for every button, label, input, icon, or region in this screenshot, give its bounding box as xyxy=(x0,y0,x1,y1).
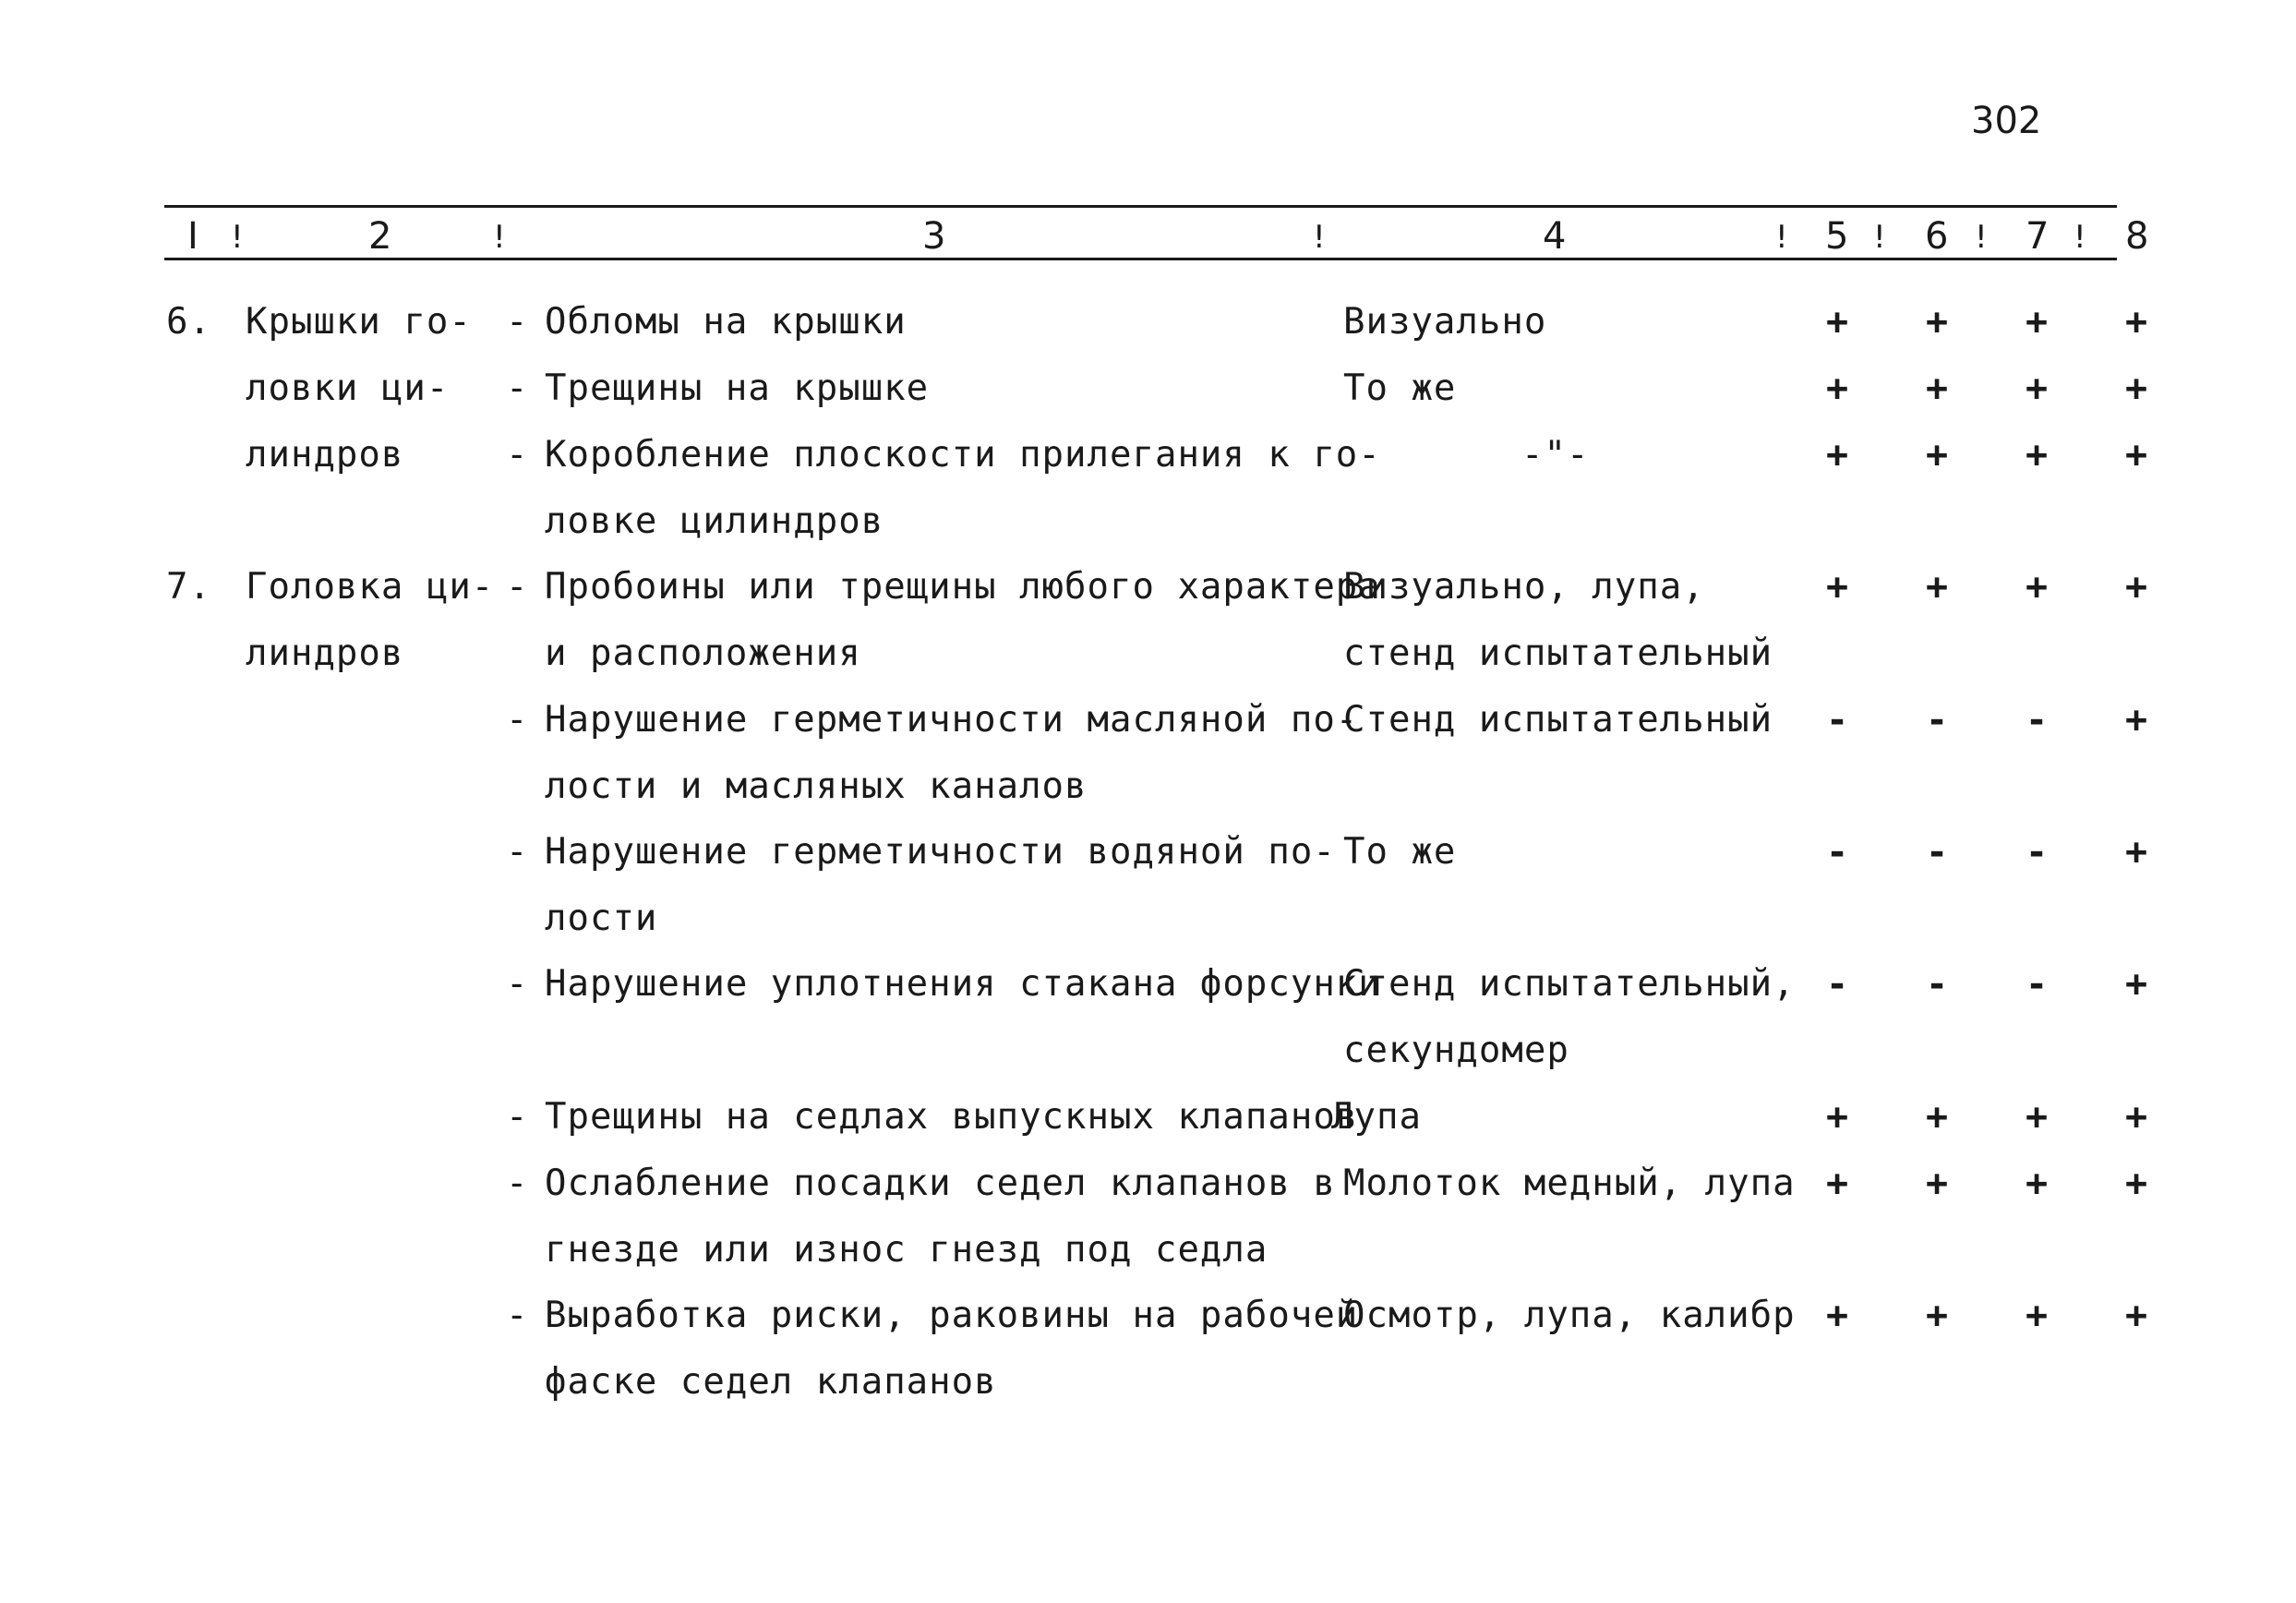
list-dash: - xyxy=(506,831,529,873)
mark-col-8: + xyxy=(2125,699,2148,741)
defect-text: Трещины на седлах выпускных клапанов xyxy=(545,1096,1359,1138)
mark-col-7: + xyxy=(2026,1163,2049,1205)
col-header-6: 6 xyxy=(1925,215,1949,258)
defect-text: лости и масляных каналов xyxy=(545,765,1088,807)
mark-col-6: + xyxy=(1926,566,1949,609)
method-text: Стенд испытательный, xyxy=(1343,963,1796,1005)
method-text: Осмотр, лупа, калибр xyxy=(1343,1295,1796,1336)
col-header-3: 3 xyxy=(922,215,946,258)
mark-col-8: + xyxy=(2125,368,2148,410)
mark-col-6: - xyxy=(1926,699,1949,741)
col-separator: ! xyxy=(231,219,244,256)
mark-col-5: + xyxy=(1826,368,1849,410)
list-dash: - xyxy=(506,368,529,409)
defect-text: Трещины на крышке xyxy=(545,368,930,409)
mark-col-5: + xyxy=(1826,1163,1849,1205)
mark-col-5: + xyxy=(1826,434,1849,476)
col-separator: ! xyxy=(1775,219,1788,256)
mark-col-7: - xyxy=(2026,699,2049,741)
mark-col-5: + xyxy=(1826,1096,1849,1139)
defect-text: Нарушение уплотнения стакана форсунки xyxy=(545,963,1381,1005)
defect-text: Коробление плоскости прилегания к го- xyxy=(545,434,1381,476)
mark-col-8: + xyxy=(2125,301,2148,344)
mark-col-6: + xyxy=(1926,1163,1949,1205)
defect-text: Нарушение герметичности масляной по- xyxy=(545,699,1359,741)
method-text: Молоток медный, лупа xyxy=(1343,1163,1796,1204)
mark-col-8: + xyxy=(2125,1096,2148,1139)
method-text: Визуально xyxy=(1343,301,1547,343)
mark-col-8: + xyxy=(2125,566,2148,609)
defect-text: гнезде или износ гнезд под седла xyxy=(545,1229,1268,1271)
defect-text: Обломы на крышки xyxy=(545,301,907,343)
mark-col-5: - xyxy=(1826,699,1849,741)
page-number: 302 xyxy=(1971,100,2042,142)
col-header-5: 5 xyxy=(1825,215,1849,258)
method-text: То же xyxy=(1343,368,1457,409)
row-number: 6. xyxy=(166,301,211,343)
defect-text: Ослабление посадки седел клапанов в xyxy=(545,1163,1336,1204)
col-separator: ! xyxy=(1975,219,1988,256)
method-text: Визуально, лупа, xyxy=(1343,566,1705,608)
part-name-line: ловки ци- xyxy=(246,368,450,409)
col-separator: ! xyxy=(2074,219,2086,256)
mark-col-6: - xyxy=(1926,963,1949,1006)
mark-col-5: + xyxy=(1826,566,1849,609)
mark-col-7: + xyxy=(2026,301,2049,344)
part-name-line: Крышки го- xyxy=(246,301,472,343)
mark-col-5: - xyxy=(1826,831,1849,874)
method-text: -"- xyxy=(1521,434,1590,476)
mark-col-6: - xyxy=(1926,831,1949,874)
mark-col-6: + xyxy=(1926,1096,1949,1139)
method-text: секундомер xyxy=(1343,1030,1569,1071)
mark-col-5: - xyxy=(1826,963,1849,1006)
col-separator: ! xyxy=(493,219,506,256)
col-header-4: 4 xyxy=(1543,215,1567,258)
col-header-1: I xyxy=(187,215,198,258)
mark-col-7: + xyxy=(2026,434,2049,476)
list-dash: - xyxy=(506,1096,529,1138)
method-text: То же xyxy=(1343,831,1457,873)
mark-col-8: + xyxy=(2125,831,2148,874)
col-separator: ! xyxy=(1873,219,1886,256)
mark-col-6: + xyxy=(1926,368,1949,410)
part-name-line: Головка ци- xyxy=(246,566,495,608)
list-dash: - xyxy=(506,301,529,343)
col-header-2: 2 xyxy=(368,215,392,258)
mark-col-6: + xyxy=(1926,301,1949,344)
defect-text: Нарушение герметичности водяной по- xyxy=(545,831,1336,873)
mark-col-7: - xyxy=(2026,831,2049,874)
list-dash: - xyxy=(506,434,529,476)
defect-text: Выработка риски, раковины на рабочей xyxy=(545,1295,1359,1336)
list-dash: - xyxy=(506,1163,529,1204)
mark-col-8: + xyxy=(2125,963,2148,1006)
defect-text: и расположения xyxy=(545,633,861,674)
list-dash: - xyxy=(506,1295,529,1336)
defect-text: лости xyxy=(545,898,658,939)
col-header-8: 8 xyxy=(2125,215,2149,258)
mark-col-8: + xyxy=(2125,434,2148,476)
defect-text: Пробоины или трещины любого характера xyxy=(545,566,1381,608)
mark-col-7: - xyxy=(2026,963,2049,1006)
mark-col-7: + xyxy=(2026,566,2049,609)
mark-col-7: + xyxy=(2026,1096,2049,1139)
row-number: 7. xyxy=(166,566,211,608)
mark-col-8: + xyxy=(2125,1295,2148,1337)
col-separator: ! xyxy=(1313,219,1326,256)
table-header-rule xyxy=(164,258,2117,260)
method-text: Стенд испытательный xyxy=(1343,699,1773,741)
mark-col-7: + xyxy=(2026,1295,2049,1337)
method-text: стенд испытательный xyxy=(1343,633,1773,674)
method-text: Лупа xyxy=(1331,1096,1422,1138)
mark-col-6: + xyxy=(1926,1295,1949,1337)
mark-col-5: + xyxy=(1826,301,1849,344)
mark-col-6: + xyxy=(1926,434,1949,476)
defect-text: ловке цилиндров xyxy=(545,500,884,542)
list-dash: - xyxy=(506,566,529,608)
col-header-7: 7 xyxy=(2026,215,2050,258)
list-dash: - xyxy=(506,699,529,741)
part-name-line: линдров xyxy=(246,633,404,674)
part-name-line: линдров xyxy=(246,434,404,476)
defect-text: фаске седел клапанов xyxy=(545,1361,997,1403)
mark-col-7: + xyxy=(2026,368,2049,410)
table-top-rule xyxy=(164,205,2117,208)
mark-col-8: + xyxy=(2125,1163,2148,1205)
mark-col-5: + xyxy=(1826,1295,1849,1337)
list-dash: - xyxy=(506,963,529,1005)
